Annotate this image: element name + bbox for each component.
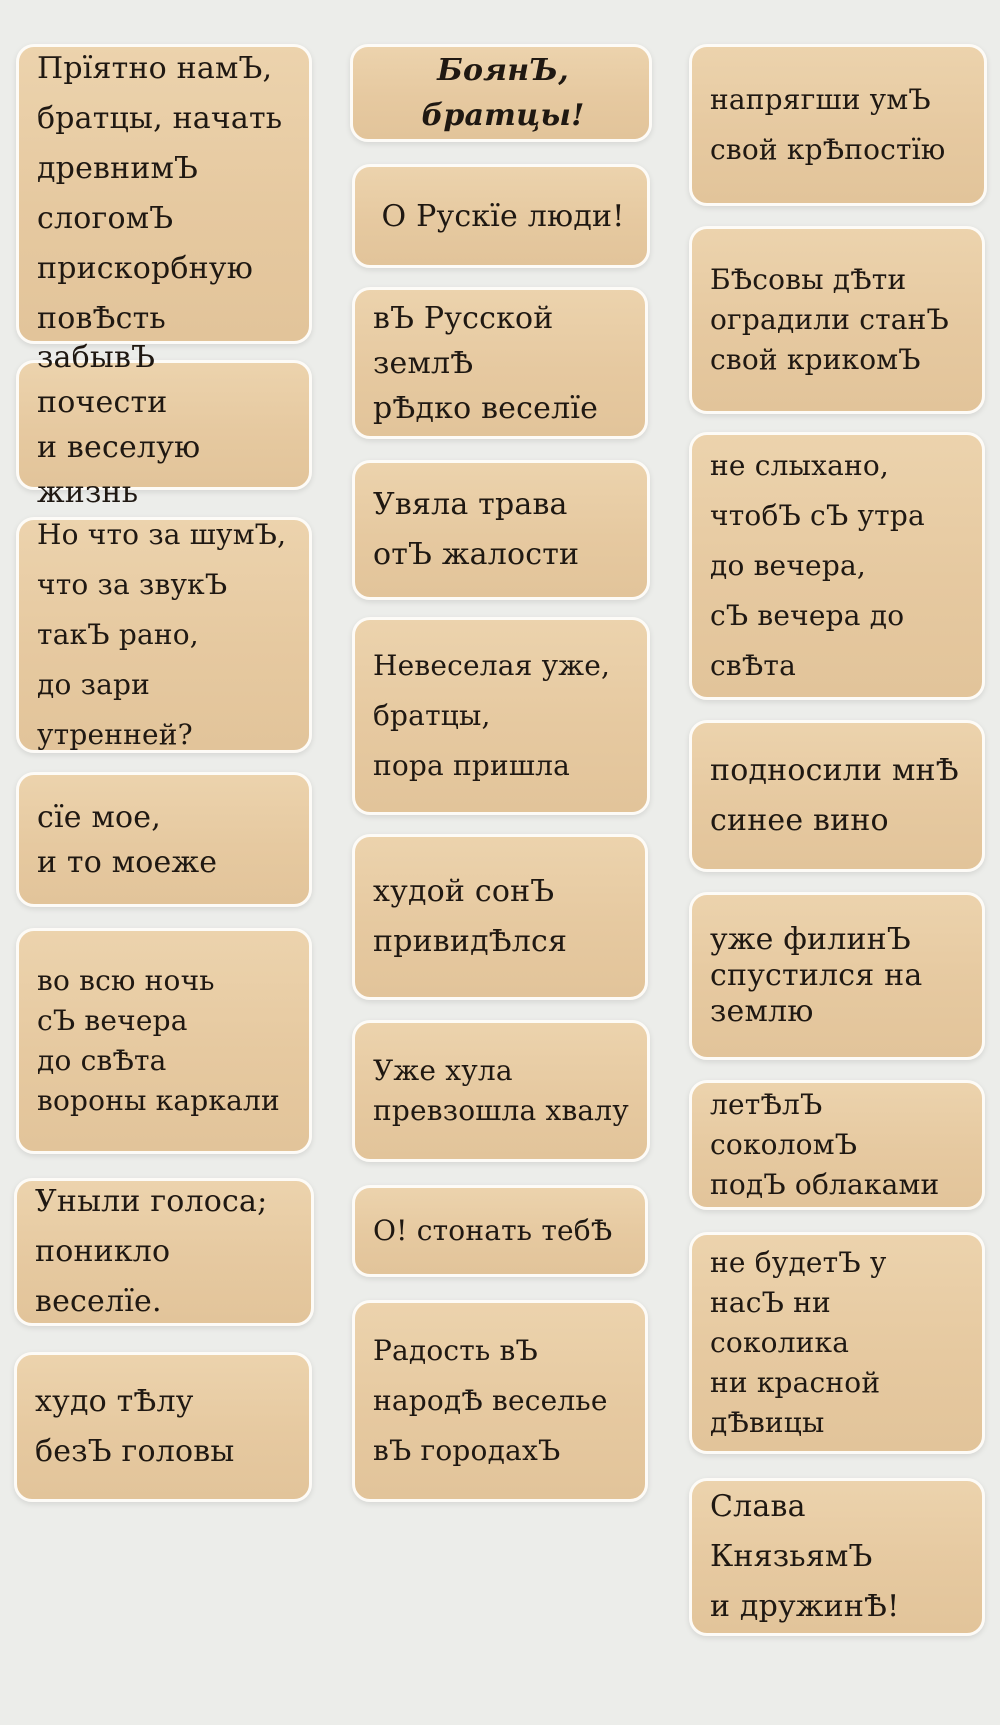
card-text: О! стонать тебѢ	[373, 1214, 613, 1247]
card-text: вЪ Русской землѢ рѢдко веселїе	[373, 300, 599, 426]
phrase-card-9[interactable]	[352, 164, 650, 268]
phrase-card-8[interactable]	[350, 44, 652, 142]
card-text: сїе мое, и то моеже	[37, 799, 218, 880]
phrase-card-21[interactable]	[689, 892, 985, 1060]
card-text: худой сонЪ привидѢлся	[373, 874, 568, 959]
phrase-card-23[interactable]	[689, 1232, 985, 1454]
card-text: забывЪ почести и веселую жизнь	[37, 340, 201, 510]
card-text: летѢлЪ соколомЪ подЪ облаками	[710, 1088, 940, 1201]
card-text: БоянЪ, братцы!	[421, 53, 585, 133]
phrase-card-2[interactable]	[16, 340, 312, 510]
card-text: О Рускїе люди!	[381, 198, 625, 234]
phrase-card-16[interactable]	[352, 1300, 648, 1502]
card-text: Невеселая уже, братцы, пора пришла	[373, 649, 611, 782]
phrase-card-22[interactable]	[689, 1080, 985, 1210]
card-text: не будетЪ у насЪ ни соколика ни красной дѢвицы	[710, 1246, 887, 1439]
phrase-card-11[interactable]	[352, 460, 650, 600]
phrase-card-18[interactable]	[689, 226, 985, 414]
phrase-card-1[interactable]	[16, 44, 312, 344]
phrase-card-15[interactable]	[352, 1185, 648, 1277]
phrase-card-4[interactable]	[16, 772, 312, 907]
phrase-card-12[interactable]	[352, 617, 650, 815]
card-text: Увяла трава отЪ жалости	[373, 487, 580, 572]
card-text: БѢсовы дѢти оградили станЪ свой крикомЪ	[710, 263, 949, 376]
card-text: уже филинЪ спустился на землю	[710, 922, 923, 1029]
card-text: Но что за шумЪ, что за звукЪ такЪ рано, до зари утренней?	[37, 518, 287, 751]
phrase-card-20[interactable]	[689, 720, 985, 872]
card-text: худо тѢлу безЪ головы	[35, 1384, 235, 1469]
phrase-card-3[interactable]	[16, 517, 312, 753]
phrase-card-14[interactable]	[352, 1020, 650, 1162]
phrase-card-5[interactable]	[16, 928, 312, 1154]
phrase-card-19[interactable]	[689, 432, 985, 700]
phrase-card-13[interactable]	[352, 834, 648, 1000]
phrase-card-6[interactable]	[14, 1178, 314, 1326]
card-text: Уныли голоса; поникло веселїе.	[35, 1184, 268, 1319]
card-text: подносили мнѢ синее вино	[710, 753, 959, 838]
phrase-card-17[interactable]	[689, 44, 987, 206]
phrase-card-10[interactable]	[352, 287, 648, 439]
card-text: Слава КнязьямЪ и дружинѢ!	[710, 1489, 900, 1624]
card-text: напрягши умЪ свой крѢпостїю	[710, 83, 946, 166]
phrase-card-7[interactable]	[14, 1352, 312, 1502]
card-text: не слыхано, чтобЪ сЪ утра до вечера, сЪ вечера до свѢта	[710, 449, 925, 682]
card-text: Радость вЪ народѢ веселье вЪ городахЪ	[373, 1334, 608, 1467]
card-text: Прїятно намЪ, братцы, начать древнимЪ слогомЪ прискорбную повѢсть	[37, 51, 283, 336]
card-text: Уже хула превзошла хвалу	[373, 1054, 629, 1127]
phrase-card-24[interactable]	[689, 1478, 985, 1636]
card-text: во всю ночь сЪ вечера до свѢта вороны каркали	[37, 964, 280, 1117]
